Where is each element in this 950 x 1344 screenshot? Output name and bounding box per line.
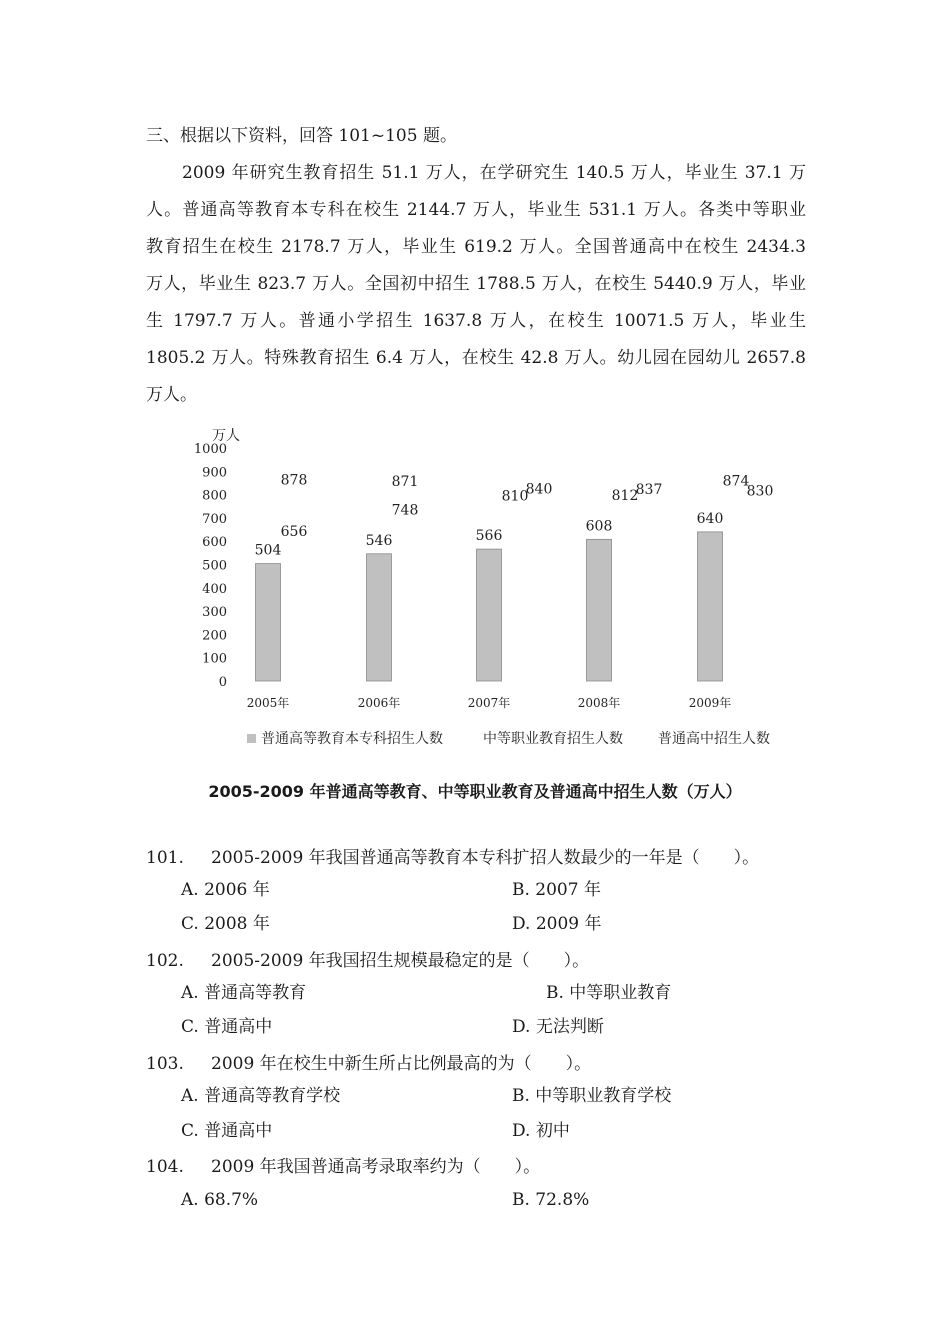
- data-label: 874: [722, 473, 750, 490]
- answer-option[interactable]: A. 68.7%: [181, 1190, 259, 1210]
- question-stem: 2005-2009 年我国招生规模最稳定的是（ ）。: [211, 951, 590, 971]
- data-labels: [255, 472, 774, 558]
- x-tick-label: 2005年: [246, 696, 290, 710]
- x-axis-ticks: [247, 695, 732, 710]
- data-label: 640: [696, 510, 724, 527]
- bar: [477, 549, 502, 681]
- paragraph-line: 生 1797.7 万人。普通小学招生 1637.8 万人，在校生 10071.5 万人，毕业生: [146, 311, 806, 331]
- data-label: 812: [611, 487, 639, 504]
- question-stem: 2009 年我国普通高考录取率约为（ ）。: [211, 1157, 541, 1177]
- y-tick-label: 700: [202, 511, 227, 527]
- y-tick-label: 900: [202, 465, 227, 481]
- y-tick-label: 1000: [193, 442, 227, 457]
- paragraph-line: 教育招生在校生 2178.7 万人，毕业生 619.2 万人。全国普通高中在校生 2434.3: [146, 237, 806, 257]
- x-tick-label: 2006年: [357, 696, 401, 710]
- data-label: 810: [501, 488, 529, 505]
- paragraph-line: 万人，毕业生 823.7 万人。全国初中招生 1788.5 万人，在校生 5440.9 万人，毕业: [146, 274, 806, 294]
- y-axis-ticks: [194, 442, 227, 690]
- question-number: 103.: [146, 1054, 184, 1074]
- paragraph-line: 1805.2 万人。特殊教育招生 6.4 万人，在校生 42.8 万人。幼儿园在园幼儿 2657.8: [146, 348, 806, 368]
- x-tick-label: 2007年: [467, 696, 511, 710]
- y-axis-label: 万人: [212, 428, 240, 444]
- data-label: 656: [280, 524, 308, 541]
- chart-title: 2005-2009 年普通高等教育、中等职业教育及普通高中招生人数（万人）: [208, 782, 742, 801]
- data-label: 840: [525, 481, 553, 498]
- answer-option[interactable]: C. 2008 年: [181, 914, 270, 934]
- y-tick-label: 500: [202, 558, 227, 574]
- legend-swatch: [247, 734, 256, 743]
- question-number: 101.: [146, 848, 184, 868]
- chart-legend: [247, 730, 770, 747]
- answer-option[interactable]: B. 2007 年: [512, 880, 601, 900]
- answer-option[interactable]: A. 普通高等教育学校: [181, 1086, 341, 1106]
- y-tick-label: 300: [202, 605, 227, 621]
- legend-label: 普通高等教育本专科招生人数: [261, 731, 443, 747]
- x-tick-label: 2009年: [688, 696, 732, 710]
- answer-option[interactable]: D. 2009 年: [512, 914, 602, 934]
- y-tick-label: 800: [202, 488, 227, 504]
- answer-option[interactable]: A. 普通高等教育: [181, 983, 307, 1003]
- question-number: 104.: [146, 1157, 184, 1177]
- paragraph-line: 人。普通高等教育本专科在校生 2144.7 万人，毕业生 531.1 万人。各类中等职业: [146, 200, 806, 220]
- data-label: 837: [635, 481, 663, 498]
- question-stem: 2005-2009 年我国普通高等教育本专科扩招人数最少的一年是（ ）。: [211, 848, 760, 868]
- data-label: 504: [254, 542, 282, 559]
- bars: [256, 532, 723, 681]
- answer-option[interactable]: B. 中等职业教育学校: [512, 1086, 672, 1106]
- bar: [587, 539, 612, 681]
- bar: [367, 554, 392, 681]
- data-label: 830: [746, 483, 774, 500]
- paragraph-line: 万人。: [146, 385, 197, 405]
- section-heading: 三、根据以下资料，回答 101~105 题。: [146, 126, 457, 146]
- x-tick-label: 2008年: [577, 696, 621, 710]
- answer-option[interactable]: D. 初中: [512, 1121, 570, 1141]
- legend-label: 普通高中招生人数: [658, 731, 770, 747]
- data-label: 566: [475, 528, 503, 545]
- y-tick-label: 200: [202, 628, 227, 644]
- y-tick-label: 400: [202, 581, 227, 597]
- question-number: 102.: [146, 951, 184, 971]
- y-tick-label: 100: [202, 651, 227, 667]
- bar: [698, 532, 723, 681]
- paragraph-line: 2009 年研究生教育招生 51.1 万人，在学研究生 140.5 万人，毕业生 37.1 万: [182, 163, 806, 183]
- y-tick-label: 600: [202, 535, 227, 551]
- y-tick-label: 0: [218, 675, 227, 690]
- data-label: 871: [391, 474, 419, 491]
- data-label: 878: [280, 472, 308, 489]
- data-label: 546: [365, 532, 393, 549]
- data-label: 608: [585, 518, 613, 535]
- answer-option[interactable]: A. 2006 年: [181, 880, 270, 900]
- bar: [256, 564, 281, 681]
- data-label: 748: [391, 502, 419, 519]
- answer-option[interactable]: B. 中等职业教育: [546, 983, 672, 1003]
- answer-option[interactable]: D. 无法判断: [512, 1017, 604, 1037]
- answer-option[interactable]: C. 普通高中: [181, 1017, 273, 1037]
- answer-option[interactable]: C. 普通高中: [181, 1121, 273, 1141]
- legend-label: 中等职业教育招生人数: [483, 731, 623, 747]
- answer-option[interactable]: B. 72.8%: [512, 1190, 590, 1210]
- question-stem: 2009 年在校生中新生所占比例最高的为（ ）。: [211, 1054, 592, 1074]
